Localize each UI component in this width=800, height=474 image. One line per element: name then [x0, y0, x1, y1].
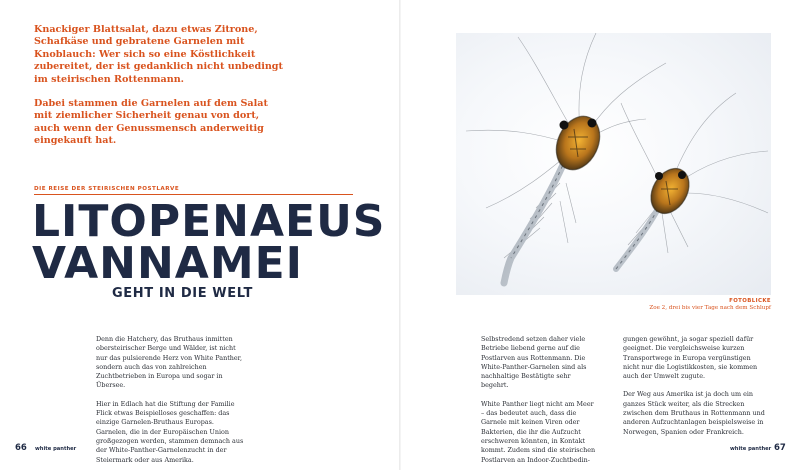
section-label: DIE REISE DER STEIRISCHEN POSTLARVE — [34, 186, 180, 192]
folio-brand-left: white panther — [35, 446, 77, 452]
folio-brand-right: white panther — [730, 446, 772, 452]
body-paragraph: Selbstredend setzen daher viele Betriebe liebend gerne auf die Postlarven aus Rottenmann. Die White-Panther-Garnelen sind als nachhaltige Bestätigte sehr begehrt. — [481, 335, 587, 390]
body-column-right-1 — [481, 335, 596, 474]
caption-text: Zoe 2, drei bis vier Tage nach dem Schlupf — [649, 305, 771, 311]
body-paragraph: Der Weg aus Amerika ist ja doch um ein ganzes Stück weiter, als die Strecken zwischen dem Bruthaus in Rottenmann und anderen Aufzuchtanlagen beispielsweise in Norwegen, Spanien oder Frankreich. — [623, 390, 765, 436]
body-paragraph: White Panther liegt nicht am Meer – das bedeutet auch, dass die Garnele mit keinen Viren oder Bakterien, die ihr die Aufzucht erschweren könnten, in Kontakt kommt. Zudem sind die steirischen Postlarven an Indoor-Zuchtbedin- — [481, 399, 596, 464]
body-paragraph: gungen gewöhnt, ja sogar speziell dafür geeignet. Die vergleichsweise kurzen Transportwege in Europa vergünstigen nicht nur die Logistikkosten, sie kommen auch der Umwelt zugute. — [623, 335, 758, 381]
article-title — [32, 196, 386, 289]
caption-label: FOTOBLICKE — [729, 298, 771, 304]
body-column-right-2 — [623, 335, 765, 446]
intro-text — [34, 24, 284, 160]
photo-caption — [649, 298, 771, 311]
shrimp-illustration — [456, 33, 771, 295]
intro-paragraph-1: Knackiger Blattsalat, dazu etwas Zitrone, Schafkäse und gebratene Garnelen mit Knoblauch: Wer sich so eine Köstlichkeit zubereitet, der ist gedanklich nicht unbedingt im steirischen Rottenmann. — [34, 24, 283, 85]
page-number-right: 67 — [774, 443, 786, 453]
intro-paragraph-2: Dabei stammen die Garnelen auf dem Salat mit ziemlicher Sicherheit genau von dort, auch wenn der Genussmensch anderweitig eingekauft hat. — [34, 98, 268, 147]
page-gutter — [399, 0, 401, 470]
section-divider — [34, 194, 353, 195]
article-subtitle: GEHT IN DIE WELT — [112, 286, 253, 301]
title-line-2: VANNAMEI — [32, 238, 304, 289]
body-paragraph: Denn die Hatchery, das Bruthaus inmitten obersteirischer Berge und Wälder, ist nicht nur das pulsierende Herz von White Panther, sondern auch das von zahlreichen Zuchtbetrieben in Europa und sogar in Übersee. — [96, 335, 243, 390]
body-column-left — [96, 335, 246, 474]
shrimp-postlarvae-photo — [456, 33, 771, 295]
body-paragraph: Hier in Edlach hat die Stiftung der Familie Flick etwas Beispielloses geschaffen: das einzige Garnelen-Bruthaus Europas. Garnelen, die in der Europäischen Union großgezogen werden, stammen demnach aus der White-Panther-Garnelenzucht in der Steiermark oder aus Amerika. — [96, 399, 244, 464]
page-number-left: 66 — [15, 443, 27, 453]
title-line-1: LITOPENAEUS — [32, 196, 386, 247]
